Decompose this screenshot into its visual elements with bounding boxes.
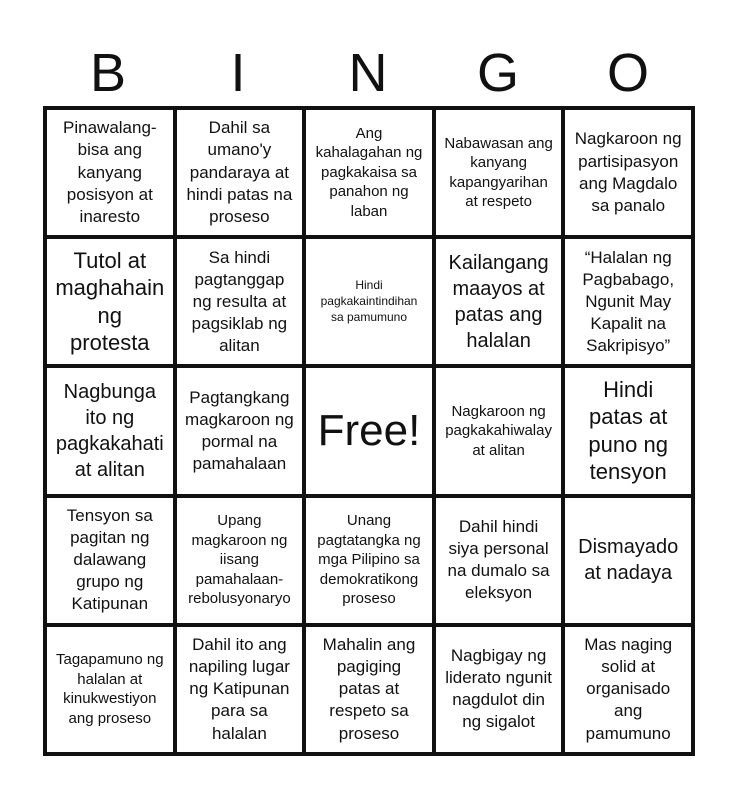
cell-text: Hindi pagkakaintindihan sa pamumuno — [320, 278, 418, 324]
cell-text: Unang pagtatangka ng mga Pilipino sa demokratikong proseso — [317, 512, 421, 608]
bingo-cell[interactable] — [175, 108, 305, 237]
bingo-cell[interactable] — [45, 366, 175, 495]
bingo-cell[interactable] — [434, 496, 564, 625]
bingo-cell[interactable] — [304, 496, 434, 625]
cell-text: Nagkaroon ng pagkakahiwalay at alitan — [445, 402, 552, 459]
cell-text: Dahil hindi siya personal na dumalo sa eleksyon — [447, 517, 550, 603]
bingo-cell[interactable] — [434, 237, 564, 366]
header-letter-b: B — [89, 43, 127, 103]
bingo-cell[interactable] — [434, 366, 564, 495]
cell-text: Pinawalang-bisa ang kanyang posisyon at inaresto — [63, 118, 157, 226]
bingo-cell[interactable] — [563, 366, 693, 495]
bingo-cell[interactable] — [304, 237, 434, 366]
bingo-cell[interactable] — [563, 625, 693, 754]
cell-text: Tagapamuno ng halalan at kinukwestiyon ang proseso — [56, 651, 164, 727]
bingo-cell[interactable] — [304, 108, 434, 237]
header-letter-o: O — [606, 43, 649, 103]
bingo-cell[interactable] — [175, 366, 305, 495]
cell-text: Sa hindi pagtanggap ng resulta at pagsiklab ng alitan — [191, 247, 288, 355]
cell-text: Nagkaroon ng partisipasyon ang Magdalo sa panalo — [574, 129, 682, 215]
header-letter-g: G — [476, 43, 519, 103]
cell-text: Tensyon sa pagitan ng dalawang grupo ng Katipunan — [66, 505, 153, 614]
bingo-cell[interactable] — [45, 237, 175, 366]
cell-text: Hindi patas at puno ng tensyon — [588, 376, 668, 485]
cell-text: Mahalin ang pagiging patas at respeto sa proseso — [322, 635, 416, 743]
bingo-cell[interactable] — [434, 108, 564, 237]
bingo-board — [43, 106, 695, 756]
cell-text: Pagtangkang magkaroon ng pormal na pamahalaan — [185, 387, 294, 474]
cell-text: Dahil sa umano'y pandaraya at hindi patas na proseso — [186, 118, 293, 226]
header-letter-n: N — [348, 43, 388, 103]
bingo-header — [43, 40, 695, 106]
bingo-cell[interactable] — [563, 237, 693, 366]
bingo-cell[interactable] — [45, 108, 175, 237]
bingo-cell[interactable] — [175, 496, 305, 625]
cell-text: Dahil ito ang napiling lugar ng Katipunan para sa halalan — [188, 635, 290, 743]
bingo-cell[interactable] — [175, 625, 305, 754]
bingo-cell[interactable] — [175, 237, 305, 366]
cell-text: Nagbigay ng liderato ngunit nagdulot din ng sigalot — [445, 646, 552, 732]
bingo-cell[interactable] — [434, 625, 564, 754]
cell-text: Tutol at maghahain ng protesta — [55, 247, 165, 356]
bingo-cell[interactable] — [563, 108, 693, 237]
cell-text: Dismayado at nadaya — [578, 536, 679, 585]
cell-text: Upang magkaroon ng iisang pamahalaan-rebolusyonaryo — [188, 512, 291, 608]
cell-text: “Halalan ng Pagbabago, Ngunit May Kapalit na Sakripisyo” — [582, 247, 675, 355]
free-space-cell[interactable] — [304, 366, 434, 495]
cell-text: Mas naging solid at organisado ang pamumuno — [584, 635, 673, 743]
bingo-cell[interactable] — [304, 625, 434, 754]
free-space-label: Free! — [317, 405, 421, 455]
cell-text: Kailangang maayos at patas ang halalan — [448, 251, 549, 352]
bingo-cell[interactable] — [563, 496, 693, 625]
bingo-cell[interactable] — [45, 496, 175, 625]
cell-text: Nabawasan ang kanyang kapangyarihan at respeto — [444, 134, 553, 211]
header-letter-i: I — [230, 43, 246, 103]
cell-text: Ang kahalagahan ng pagkakaisa sa panahon ng laban — [315, 124, 423, 220]
bingo-cell[interactable] — [45, 625, 175, 754]
cell-text: Nagbunga ito ng pagkakahati at alitan — [55, 380, 164, 481]
